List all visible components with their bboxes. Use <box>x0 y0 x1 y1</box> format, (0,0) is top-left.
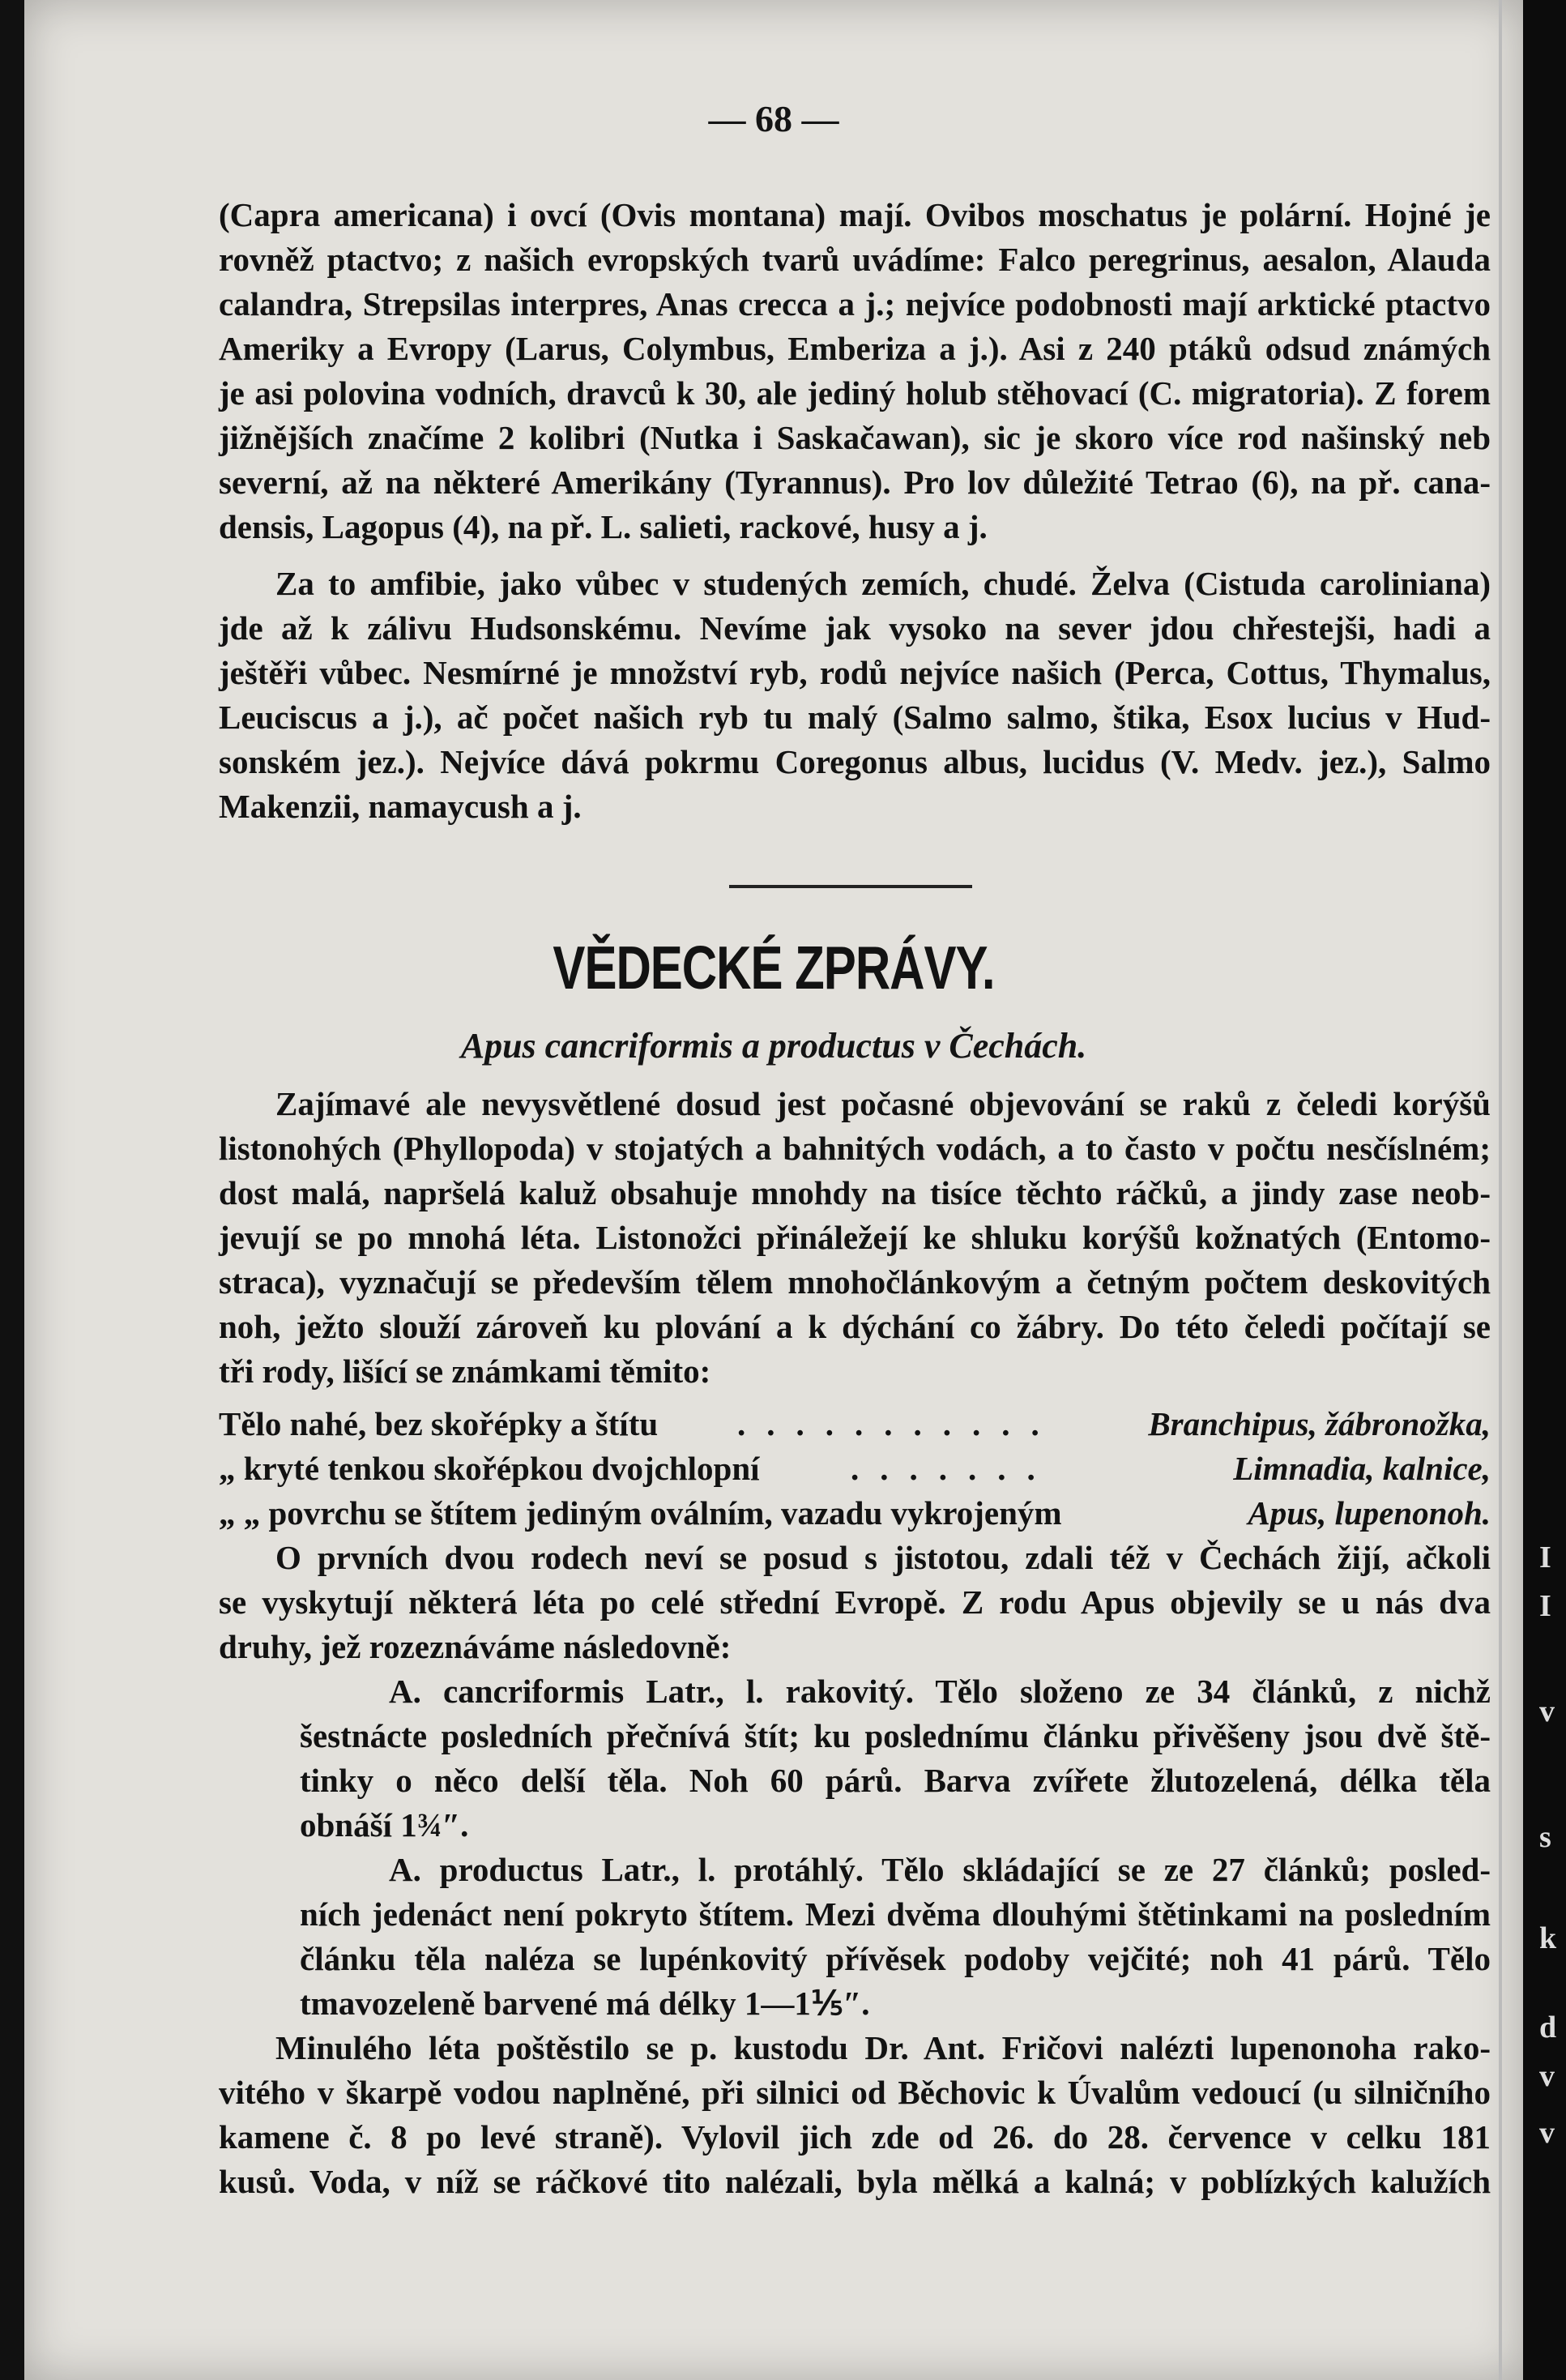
text-line: kamene č. 8 po levé straně). Vylovil jich zde od 26. do 28. července v celku 181 <box>219 2118 1491 2156</box>
text-line: straca), vyznačují se především tělem mnohočlánkovým a četným počtem deskovitých <box>219 1263 1491 1301</box>
text-line: je asi polovina vodních, dravců k 30, ale jediný holub stěhovací (C. migratoria). Z forem <box>219 374 1491 412</box>
text-line: Zajímavé ale nevysvětlené dosud jest počasné objevování se raků z čeledi korýšů <box>275 1085 1491 1122</box>
margin-letter: s <box>1539 1820 1551 1854</box>
table-row-genus: Limnadia, kalnice, <box>1233 1450 1491 1487</box>
text-line: Leuciscus a j.), ač počet našich ryb tu malý (Salmo salmo, štika, Esox lucius v Hud- <box>219 699 1491 736</box>
margin-letter: v <box>1539 2116 1555 2150</box>
page-scan <box>24 0 1523 2380</box>
table-row-dots: ........... <box>737 1405 1060 1442</box>
section-title: VĚDECKÉ ZPRÁVY. <box>553 934 995 1002</box>
text-line: se vyskytují některá léta po celé střední Evropě. Z rodu Apus objevily se u nás dva <box>219 1583 1491 1621</box>
page-edge <box>1499 0 1502 2380</box>
table-row-label: „ kryté tenkou skořépkou dvojchlopní <box>219 1450 760 1487</box>
text-line: severní, až na některé Amerikány (Tyrannus). Pro lov důležité Tetrao (6), na př. cana- <box>219 464 1491 501</box>
text-line: Minulého léta poštěstilo se p. kustodu Dr. Ant. Fričovi nalézti lupenonoha rako- <box>275 2029 1491 2066</box>
margin-letter: I <box>1539 1589 1551 1623</box>
text-line: densis, Lagopus (4), na př. L. salieti, rackové, husy a j. <box>219 508 988 545</box>
text-line: ních jedenáct není pokryto štítem. Mezi dvěma dlouhými štětinkami na posledním <box>300 1895 1491 1933</box>
article-subtitle: Apus cancriformis a productus v Čechách. <box>460 1026 1087 1066</box>
text-line: rovněž ptactvo; z našich evropských tvarů uvádíme: Falco peregrinus, aesalon, Alauda <box>219 241 1491 278</box>
margin-letter: k <box>1539 1921 1557 1955</box>
text-line: ještěři vůbec. Nesmírné je množství ryb, rodů nejvíce našich (Perca, Cottus, Thymalus, <box>219 654 1491 691</box>
text-line: obnáší 1¾″. <box>300 1806 469 1844</box>
table-row-label: Tělo nahé, bez skořépky a štítu <box>219 1405 659 1442</box>
text-line: calandra, Strepsilas interpres, Anas crecca a j.; nejvíce podobnosti mají arktické ptactvo <box>219 285 1491 323</box>
margin-letter: v <box>1539 2059 1555 2093</box>
text-line: O prvních dvou rodech neví se posud s jistotou, zdali též v Čechách žijí, ačkoli <box>275 1539 1491 1576</box>
section-divider <box>729 885 972 888</box>
text-line: Za to amfibie, jako vůbec v studených zemích, chudé. Želva (Cistuda caroliniana) <box>275 565 1491 602</box>
table-row-dots: ....... <box>851 1450 1056 1487</box>
text-line: článku těla naléza se lupénkovitý přívěsek podoby vejčité; noh 41 párů. Tělo <box>300 1940 1491 1977</box>
text-line: A. productus Latr., l. protáhlý. Tělo skládající se ze 27 článků; posled- <box>389 1851 1491 1888</box>
text-line: jevují se po mnohá léta. Listonožci přináležejí ke shluku korýšů kožnatých (Entomo- <box>219 1219 1491 1256</box>
text-line: sonském jez.). Nejvíce dává pokrmu Coregonus albus, lucidus (V. Medv. jez.), Salmo <box>219 743 1491 780</box>
table-row-label: „ „ povrchu se štítem jediným oválním, vazadu vykrojeným <box>219 1494 1062 1532</box>
facing-page-edge <box>1523 0 1566 2380</box>
text-line: (Capra americana) i ovcí (Ovis montana) mají. Ovibos moschatus je polární. Hojné je <box>219 196 1491 233</box>
table-row-genus: Apus, lupenonoh. <box>1248 1494 1491 1532</box>
text-line: dost malá, napršelá kaluž obsahuje mnohdy na tisíce těchto ráčků, a jindy zase neob- <box>219 1174 1491 1211</box>
text-line: šestnácte posledních přečnívá štít; ku poslednímu článku přivěšeny jsou dvě ště- <box>300 1717 1491 1754</box>
text-line: kusů. Voda, v níž se ráčkové tito nalézali, byla mělká a kalná; v poblízkých kalužích <box>219 2163 1491 2200</box>
text-line: vitého v škarpě vodou naplněné, při silnici od Běchovic k Úvalům vedoucí (u silničního <box>219 2074 1491 2111</box>
text-line: tři rody, lišící se známkami těmito: <box>219 1352 711 1390</box>
text-line: jde až k zálivu Hudsonskému. Nevíme jak vysoko na sever jdou chřestejši, hadi a <box>219 609 1491 647</box>
text-line: druhy, jež rozeznáváme následovně: <box>219 1628 732 1665</box>
margin-letter: d <box>1539 2010 1557 2045</box>
text-line: jižnějších značíme 2 kolibri (Nutka i Saskačawan), sic je skoro více rod našinský neb <box>219 419 1491 456</box>
table-row-genus: Branchipus, žábronožka, <box>1148 1405 1491 1442</box>
text-line: listonohých (Phyllopoda) v stojatých a bahnitých vodách, a to často v počtu nesčíslném; <box>219 1130 1491 1167</box>
text-line: Makenzii, namaycush a j. <box>219 788 582 825</box>
text-line: A. cancriformis Latr., l. rakovitý. Tělo složeno ze 34 článků, z nichž <box>389 1673 1491 1710</box>
text-line: tmavozeleně barvené má délky 1—1⅕″. <box>300 1985 870 2022</box>
text-line: tinky o něco delší těla. Noh 60 párů. Barva zvířete žlutozelená, délka těla <box>300 1762 1491 1799</box>
text-line: noh, ježto slouží zároveň ku plování a k dýchání co žábry. Do této čeledi počítají se <box>219 1308 1491 1345</box>
text-line: Ameriky a Evropy (Larus, Colymbus, Emberiza a j.). Asi z 240 ptáků odsud známých <box>219 330 1491 367</box>
page-number: — 68 — <box>708 98 839 139</box>
margin-letter: I <box>1539 1540 1551 1575</box>
margin-letter: v <box>1539 1694 1555 1728</box>
